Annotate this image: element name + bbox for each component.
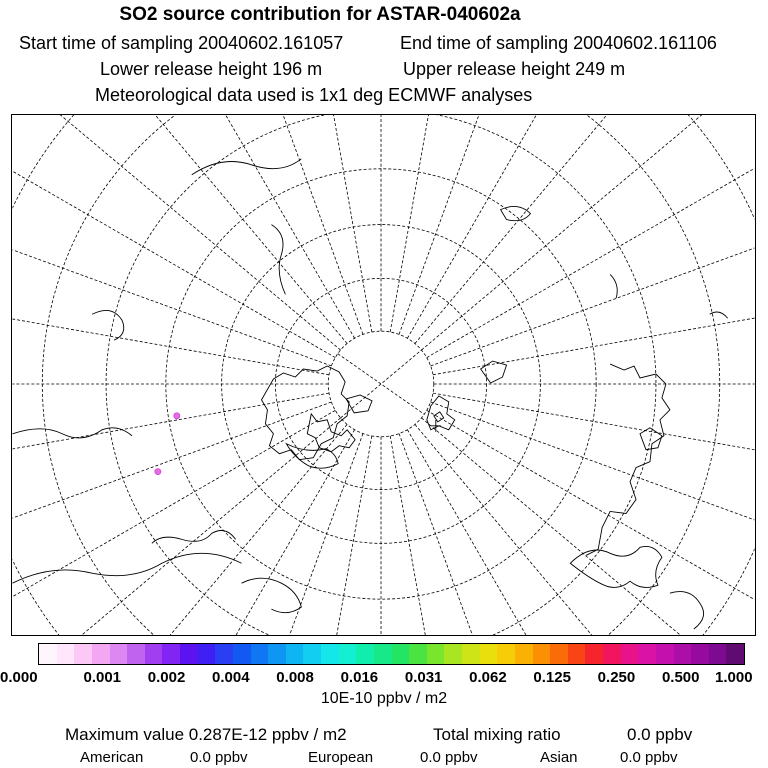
color-swatch	[427, 644, 445, 664]
color-swatch	[374, 644, 392, 664]
meridian-line	[11, 393, 329, 540]
maximum-value: Maximum value 0.287E-12 ppbv / m2	[65, 725, 347, 744]
total-mixing-ratio-value: 0.0 ppbv	[627, 725, 693, 744]
color-swatch	[356, 644, 374, 664]
color-scale-tick-label: 0.125	[533, 669, 571, 686]
color-swatch	[127, 644, 145, 664]
color-swatch	[568, 644, 586, 664]
meridian-line	[433, 393, 756, 540]
european-value: 0.0 ppbv	[420, 749, 478, 766]
color-swatch	[162, 644, 180, 664]
color-swatch	[603, 644, 621, 664]
color-swatch	[656, 644, 674, 664]
color-swatch	[180, 644, 198, 664]
color-swatch	[533, 644, 551, 664]
meteorological-data: Meteorological data used is 1x1 deg ECMWF analyses	[95, 85, 533, 105]
color-swatch	[110, 644, 128, 664]
color-scale-tick-label: 0.000	[0, 669, 38, 686]
meridian-line	[421, 114, 756, 350]
color-swatch	[251, 644, 269, 664]
color-swatch	[674, 644, 692, 664]
color-swatch	[621, 644, 639, 664]
meridian-line	[431, 402, 756, 636]
meridian-line	[421, 418, 756, 636]
meridian-line	[407, 430, 756, 636]
color-swatch	[550, 644, 568, 664]
color-scale-tick-label: 0.250	[597, 669, 636, 686]
color-swatch	[709, 644, 727, 664]
meridian-line	[390, 436, 537, 636]
color-scale-tick-label: 0.008	[276, 669, 314, 686]
start-time: Start time of sampling 20040602.161057	[19, 33, 344, 53]
color-swatch	[585, 644, 603, 664]
color-scale-tick-label: 0.500	[661, 669, 700, 686]
color-swatch	[303, 644, 321, 664]
meridian-line	[11, 402, 331, 636]
american-value: 0.0 ppbv	[190, 749, 248, 766]
color-scale-tick-label: 0.016	[340, 669, 379, 686]
color-swatch	[638, 644, 656, 664]
color-swatch	[321, 644, 339, 664]
color-swatch	[74, 644, 92, 664]
end-time: End time of sampling 20040602.161106	[400, 33, 717, 53]
total-mixing-ratio-label: Total mixing ratio	[433, 725, 561, 744]
map-title: SO2 source contribution for ASTAR-040602a	[119, 4, 521, 25]
meridian-line	[11, 114, 341, 350]
color-swatch	[691, 644, 709, 664]
meridian-line	[407, 114, 756, 338]
meridian-line	[427, 114, 756, 358]
meridian-line	[433, 228, 756, 375]
color-swatch	[215, 644, 233, 664]
color-scale-bar	[38, 643, 745, 665]
color-swatch	[497, 644, 515, 664]
polar-map	[11, 114, 756, 636]
meridian-line	[427, 410, 756, 636]
color-scale-tick-label: 0.004	[212, 669, 250, 686]
meridian-line	[415, 114, 756, 344]
color-scale-tick-label: 0.002	[147, 669, 186, 686]
color-swatch	[339, 644, 357, 664]
upper-release-height: Upper release height 249 m	[403, 59, 626, 79]
coastlines	[12, 159, 727, 629]
color-scale-tick-label: 0.062	[469, 669, 507, 686]
color-swatch	[233, 644, 251, 664]
meridian-line	[431, 114, 756, 366]
american-label: American	[80, 749, 144, 766]
asian-value: 0.0 ppbv	[620, 749, 678, 766]
meridian-line	[74, 114, 363, 334]
color-swatch	[39, 644, 57, 664]
color-scale-units: 10E-10 ppbv / m2	[320, 690, 448, 707]
lat-lon-grid	[11, 114, 756, 636]
meridian-line	[399, 114, 688, 334]
meridian-line	[415, 424, 756, 636]
european-label: European	[308, 749, 374, 766]
meridian-line	[11, 430, 355, 636]
color-swatch	[462, 644, 480, 664]
color-swatch	[392, 644, 410, 664]
asian-label: Asian	[540, 749, 578, 766]
color-scale-tick-label: 0.031	[404, 669, 443, 686]
meridian-line	[11, 114, 335, 358]
lower-release-height: Lower release height 196 m	[100, 59, 323, 79]
meridian-line	[338, 354, 424, 415]
color-swatch	[92, 644, 110, 664]
color-swatch	[268, 644, 286, 664]
color-swatch	[480, 644, 498, 664]
color-swatch	[286, 644, 304, 664]
color-scale-tick-label: 1.000	[715, 669, 753, 686]
color-swatch	[444, 644, 462, 664]
color-swatch	[515, 644, 533, 664]
color-scale-tick-label: 0.001	[83, 669, 122, 686]
meridian-line	[11, 228, 329, 375]
color-swatch	[57, 644, 75, 664]
color-swatch	[409, 644, 427, 664]
color-swatch	[198, 644, 216, 664]
color-swatch	[145, 644, 163, 664]
color-swatch	[726, 644, 744, 664]
meridian-line	[225, 436, 372, 636]
meridian-line	[11, 114, 331, 366]
